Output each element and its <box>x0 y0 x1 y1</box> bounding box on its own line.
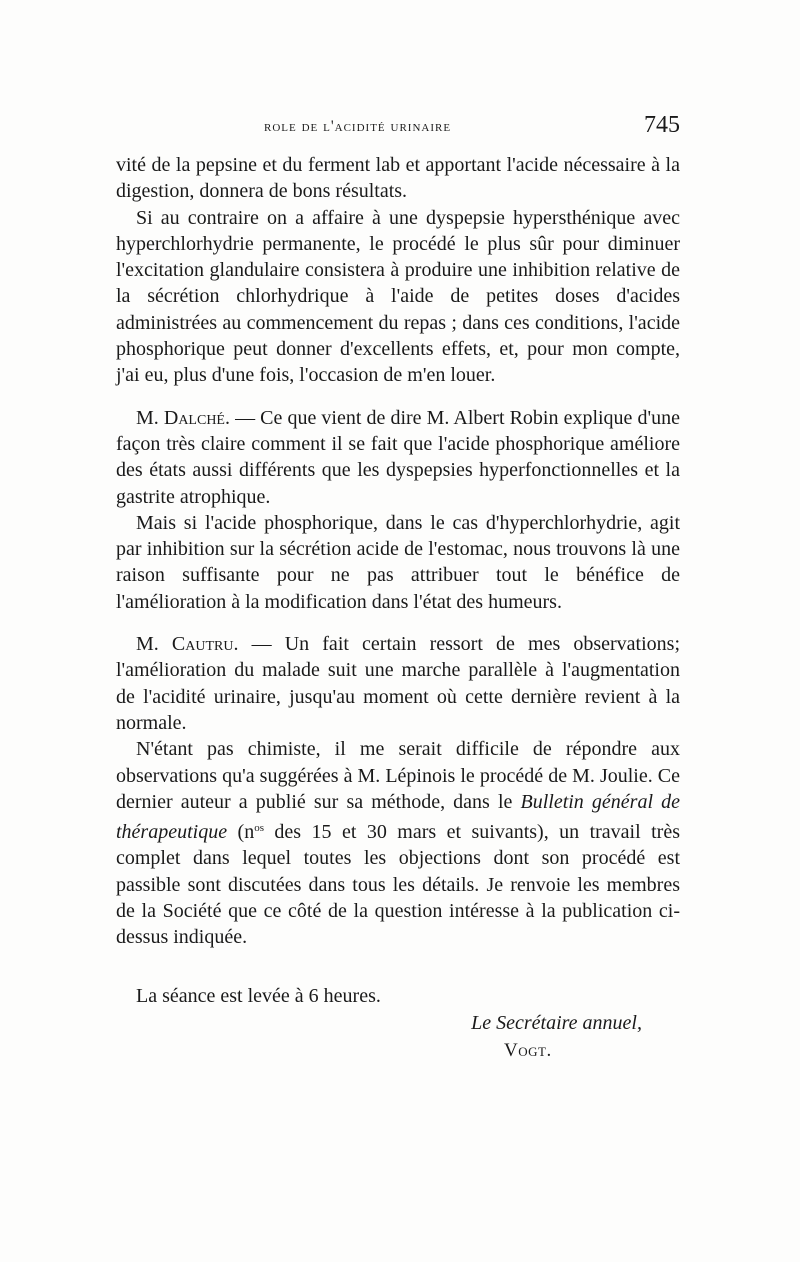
paragraph-text: des 15 et 30 mars et suivants), un travail très complet dans lequel toutes les objections dont son procédé est passible sont discutées dans tous les détails. Je renvoie les membres de la Société que ce côté de la question intéresse à la publication ci-dessus indiquée. <box>116 821 680 949</box>
paragraph-dalche <box>116 405 680 510</box>
paragraph-text: N'étant pas chimiste, il me serait difficile de répondre aux observations qu'a suggérées à M. Lépinois le procédé de M. Joulie. Ce dernier auteur a publié sur sa méthode, dans le <box>116 738 680 813</box>
signature-name: Vogt. <box>504 1040 552 1061</box>
speaker-name: M. Dalché. <box>136 406 230 429</box>
paragraph-text: — Ce que vient de dire M. Albert Robin explique d'une façon très claire comment il se fait que l'acide phosphorique améliore des états aussi différents que les dyspepsies hyperfonctionnelles et la gastrite atrophique. <box>116 406 681 508</box>
page-number: 745 <box>644 112 680 138</box>
adjournment-line: La séance est levée à 6 heures. <box>136 985 381 1007</box>
paragraph-text: (n <box>227 821 255 844</box>
journal-title: Bulletin général de thérapeutique <box>116 790 680 844</box>
paragraph-continuation <box>116 152 680 205</box>
paragraph-cautru <box>116 631 680 736</box>
running-title: role de l'acidité urinaire <box>264 118 452 135</box>
signature-title: Le Secrétaire annuel, <box>471 1012 642 1034</box>
body-text <box>116 152 680 951</box>
superscript: os <box>254 822 264 835</box>
paragraph-phosphorique <box>116 510 680 615</box>
paragraph-text: vité de la pepsine et du ferment lab et apportant l'acide nécessaire à la digestion, donnera de bons résultats. <box>116 154 680 203</box>
page-header <box>116 112 680 144</box>
paragraph-text: Si au contraire on a affaire à une dyspepsie hypersthénique avec hyperchlorhydrie permanente, le procédé le plus sûr pour diminuer l'excitation glandulaire consistera à produire une inhibition relative de la sécrétion chlorhydrique à l'aide de petites doses d'acides administrées au commencement du repas ; dans ces conditions, l'acide phosphorique peut donner d'excellents effets, et, pour mon compte, j'ai eu, plus d'une fois, l'occasion de m'en louer. <box>116 206 680 387</box>
paragraph-text: — Un fait certain ressort de mes observations; l'amélioration du malade suit une marche parallèle à l'augmentation de l'acidité urinaire, jusqu'au moment où cette dernière revient à la normale. <box>116 633 681 734</box>
paragraph-joulie <box>116 736 680 950</box>
paragraph-dyspepsie <box>116 205 680 389</box>
speaker-name: M. Cautru. <box>136 633 239 656</box>
paragraph-text: Mais si l'acide phosphorique, dans le cas d'hyperchlorhydrie, agit par inhibition sur la sécrétion acide de l'estomac, nous trouvons là une raison suffisante pour ne pas attribuer tout le bénéfice de l'amélioration à la modification dans l'état des humeurs. <box>116 511 680 613</box>
